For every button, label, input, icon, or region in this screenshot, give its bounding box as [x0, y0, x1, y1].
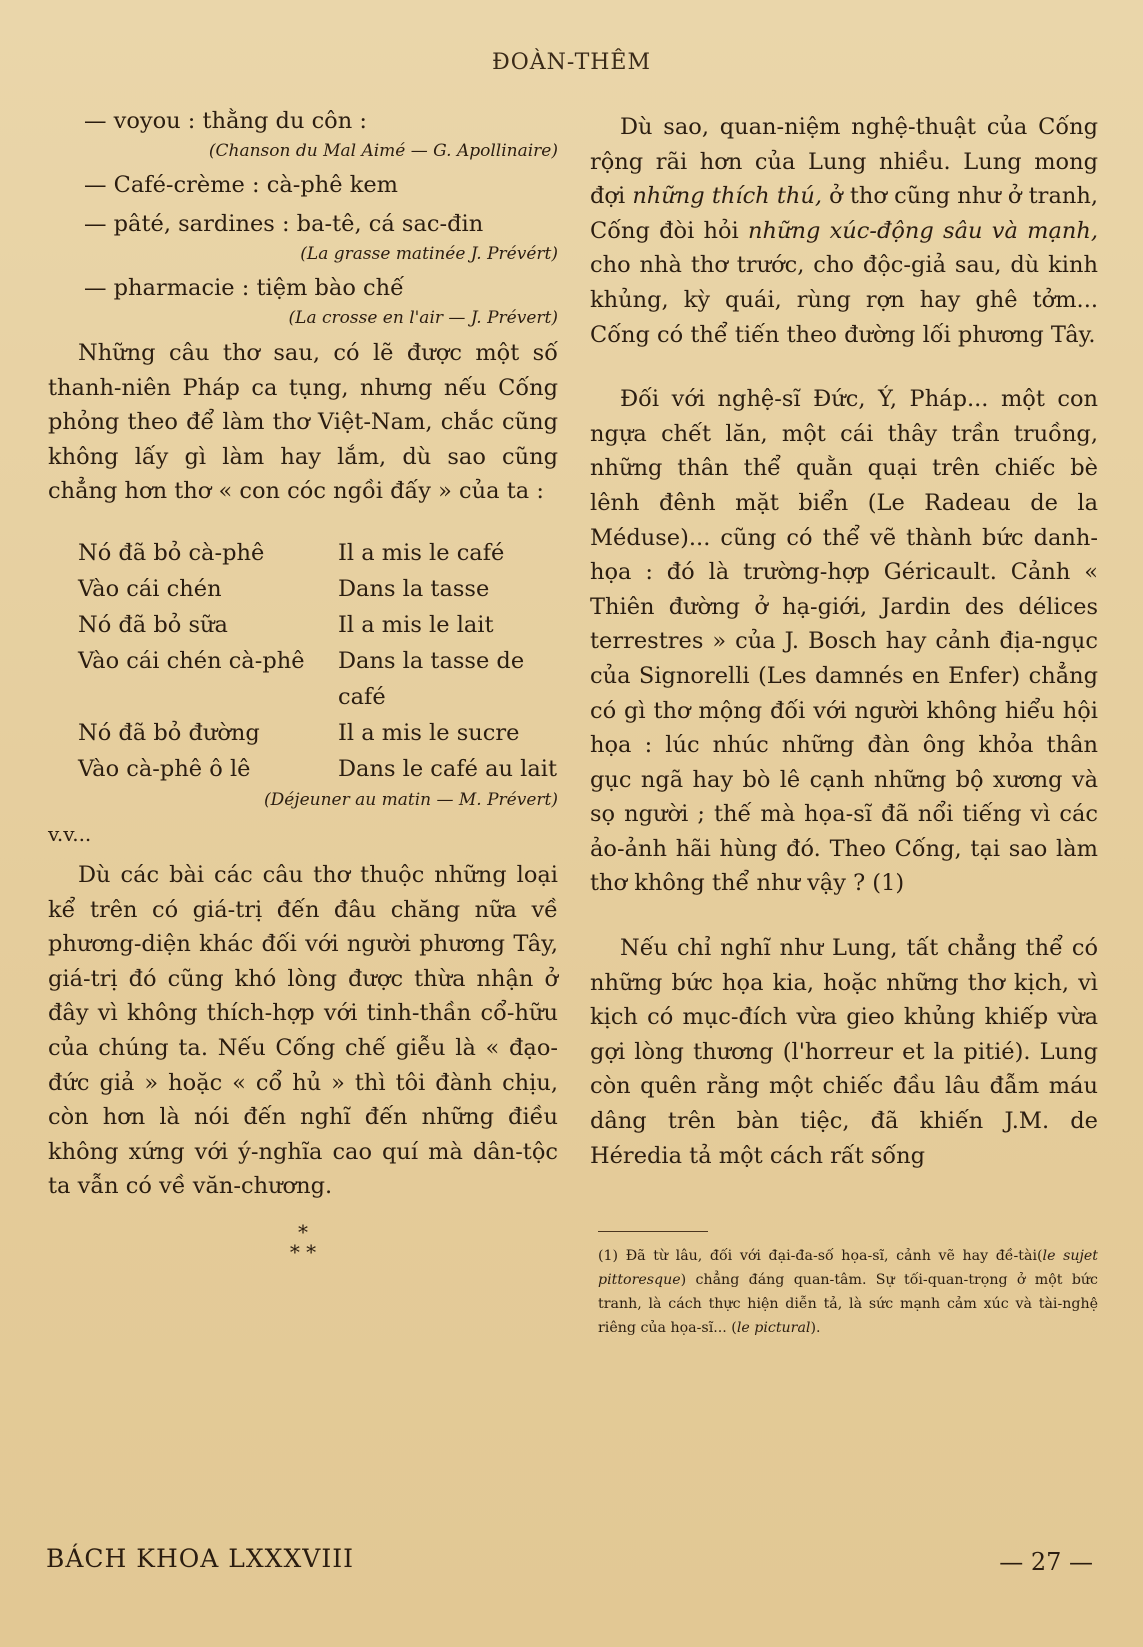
poem-line: [48, 607, 558, 643]
poem-line: [48, 535, 558, 571]
closing-paragraph: Dù các bài các câu thơ thuộc những loại kể trên có giá-trị đến đâu chăng nữa về phương-diện khác đối với người phương Tây, giá-trị đó cũng khó lòng được thừa nhận ở đây vì không thích-hợp với tinh-thần cổ-hữu của chúng ta. Nếu Cống chế giễu là « đạo-đức giả » hoặc « cổ hủ » thì tôi đành chịu, còn hơn là nói đến nghĩ đến những điều không xứng với ý-nghĩa cao quí mà dân-tộc ta vẫn có về văn-chương.: [48, 861, 558, 1200]
poem-line-vietnamese: Nó đã bỏ sữa: [78, 611, 228, 638]
paragraph-painters: Đối với nghệ-sĩ Đức, Ý, Pháp... một con ngựa chết lăn, một cái thây trần truồng, những thân thể quằn quại trên chiếc bè lênh đênh mặt biển (Le Radeau de la Méduse)... cũng có thể vẽ thành bức danh-họa : đó là trường-hợp Géricault. Cảnh « Thiên đường ở hạ-giới, Jardin des délices terrestres » của J. Bosch hay cảnh địa-ngục của Signorelli (Les damnés en Enfer) chẳng có gì thơ mộng đối với người không hiểu hội họa : lúc nhúc những đàn ông khỏa thân gục ngã hay bò lê cạnh những bộ xương và sọ người ; thế mà họa-sĩ đã nổi tiếng vì các ảo-ảnh hãi hùng đó. Theo Cống, tại sao làm thơ không thể như vậy ? (1): [590, 386, 1098, 897]
publication-footer: BÁCH KHOA LXXXVIII: [46, 1544, 354, 1573]
paragraph-lung: Nếu chỉ nghĩ như Lung, tất chẳng thể có những bức họa kia, hoặc những thơ kịch, vì kịch có mục-đích vừa gieo khủng khiếp vừa gợi lòng thương (l'horreur et la pitié). Lung còn quên rằng một chiếc đầu lâu đẫm máu dâng trên bàn tiệc, đã khiến J.M. de Héredia tả một cách rất sống: [590, 935, 1098, 1169]
poem-line-french: Dans le café au lait: [338, 755, 558, 782]
poem-line-french: Il a mis le sucre: [338, 719, 520, 746]
paragraph-concept-of-art: Dù sao, quan-niệm nghệ-thuật của Cống rộng rãi hơn của Lung nhiều. Lung mong đợi những thích thú, ở thơ cũng như ở tranh, Cống đòi hỏi những xúc-động sâu và mạnh, cho nhà thơ trước, cho độc-giả sau, dù kinh khủng, kỳ quái, rùng rợn hay ghê tởm... Cống có thể tiến theo đường lối phương Tây.: [590, 114, 1098, 348]
glossary-term: — Café-crème : cà-phê kem: [84, 172, 399, 198]
separator-stars-bottom: * *: [289, 1239, 317, 1264]
poem-line-vietnamese: Nó đã bỏ đường: [78, 719, 260, 746]
page-number: — 27 —: [999, 1548, 1093, 1576]
running-head: ĐOÀN-THÊM: [491, 50, 652, 75]
footnote: (1) Đã từ lâu, đối với đại-đa-số họa-sĩ, cảnh vẽ hay đề-tài(le sujet pittoresque) chẳng đáng quan-tâm. Sự tối-quan-trọng ở một bức tranh, là cách thực hiện diễn tả, là sức mạnh cảm xúc và tài-nghệ riêng của họa-sĩ... (le pictural).: [598, 1248, 1098, 1337]
glossary-entry: [48, 272, 558, 332]
glossary-source: (La grasse matinée J. Prévért): [300, 244, 558, 264]
footnote-divider: [598, 1231, 708, 1232]
poem-line: [48, 751, 558, 787]
poem-line-french: Dans la tasse de café: [338, 647, 525, 710]
glossary-term: — voyou : thằng du côn :: [84, 108, 367, 134]
poem-line-vietnamese: Vào cái chén cà-phê: [78, 647, 305, 674]
poem-line-vietnamese: Vào cà-phê ô lê: [78, 755, 251, 782]
poem-line-french: Il a mis le lait: [338, 611, 494, 638]
right-column: [590, 110, 1098, 1340]
intro-paragraph: Những câu thơ sau, có lẽ được một số thanh-niên Pháp ca tụng, nhưng nếu Cống phỏng theo để làm thơ Việt-Nam, chắc cũng không lấy gì làm hay lắm, dù sao cũng chẳng hơn thơ « con cóc ngồi đấy » của ta :: [48, 340, 558, 505]
glossary-entry: [48, 169, 558, 202]
poem-line-french: Il a mis le café: [338, 539, 505, 566]
poem-source: (Déjeuner au matin — M. Prévert): [263, 789, 558, 810]
poem-line: [48, 715, 558, 751]
glossary-source: (Chanson du Mal Aimé — G. Apollinaire): [208, 141, 558, 161]
poem: [48, 535, 558, 846]
glossary-term: — pâté, sardines : ba-tê, cá sac-đin: [84, 211, 484, 237]
etc-marker: v.v...: [48, 821, 92, 846]
glossary-list: [48, 105, 558, 332]
poem-line: [48, 643, 558, 715]
poem-line: [48, 571, 558, 607]
poem-line-vietnamese: Nó đã bỏ cà-phê: [78, 539, 265, 566]
glossary-entry: [48, 208, 558, 268]
section-separator: [48, 1219, 558, 1264]
glossary-entry: [48, 105, 558, 165]
poem-line-vietnamese: Vào cái chén: [78, 575, 222, 602]
separator-star-top: *: [298, 1219, 308, 1244]
glossary-term: — pharmacie : tiệm bào chế: [84, 275, 404, 301]
glossary-source: (La crosse en l'air — J. Prévert): [288, 308, 558, 328]
poem-line-french: Dans la tasse: [338, 575, 490, 602]
left-column: [48, 105, 558, 1262]
